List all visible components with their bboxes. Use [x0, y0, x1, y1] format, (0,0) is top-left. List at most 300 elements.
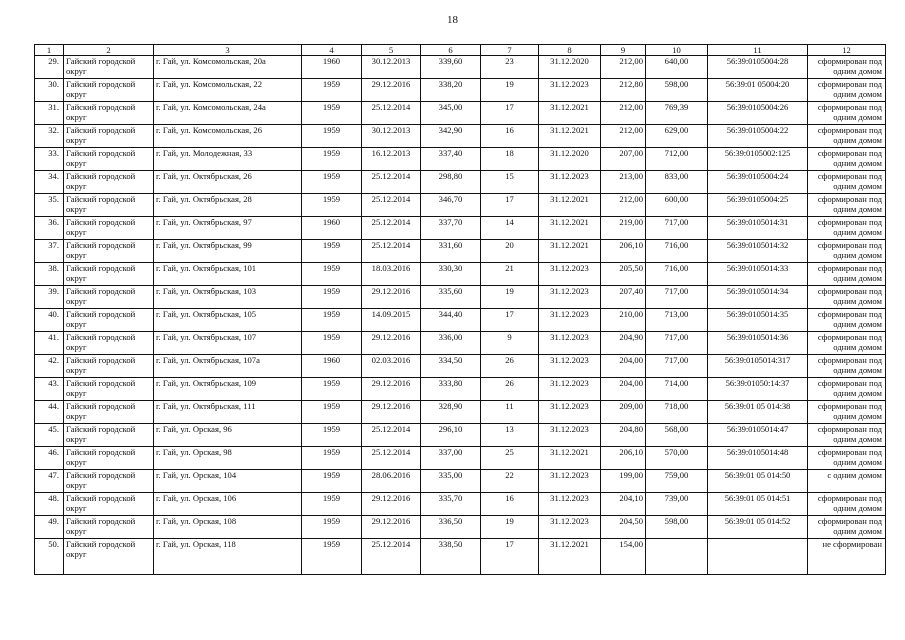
area-value-cell: 207,00 [601, 148, 646, 171]
municipality-cell: Гайский городской округ [64, 309, 154, 332]
table-row [35, 240, 886, 263]
municipality-cell: Гайский городской округ [64, 194, 154, 217]
land-area-cell: 598,00 [646, 79, 708, 102]
survey-date-cell: 29.12.2016 [362, 286, 421, 309]
year-built-cell: 1959 [302, 171, 362, 194]
land-area-cell: 718,00 [646, 401, 708, 424]
cadastral-number-cell: 56:39:0105014:48 [708, 447, 808, 470]
address-cell: г. Гай, ул. Орская, 98 [154, 447, 302, 470]
cadastral-number-cell: 56:39:0105014:33 [708, 263, 808, 286]
col-header-10: 10 [646, 45, 708, 56]
area-value-cell: 204,10 [601, 493, 646, 516]
row-number-cell: 47. [35, 470, 64, 493]
year-built-cell: 1959 [302, 332, 362, 355]
table-row [35, 194, 886, 217]
municipality-cell: Гайский городской округ [64, 171, 154, 194]
area-value-cell: 212,80 [601, 79, 646, 102]
municipality-cell: Гайский городской округ [64, 148, 154, 171]
planned-date-cell: 31.12.2021 [539, 539, 601, 575]
year-built-cell: 1959 [302, 102, 362, 125]
cadastral-number-cell: 56:39:01 05 014:51 [708, 493, 808, 516]
land-area-cell: 717,00 [646, 286, 708, 309]
area-value-cell: 212,00 [601, 125, 646, 148]
col-header-11: 11 [708, 45, 808, 56]
table-row [35, 378, 886, 401]
year-built-cell: 1959 [302, 79, 362, 102]
address-cell: г. Гай, ул. Октябрьская, 111 [154, 401, 302, 424]
address-cell: г. Гай, ул. Октябрьская, 101 [154, 263, 302, 286]
land-status-cell: не сформирован [808, 539, 886, 575]
land-area-cell: 568,00 [646, 424, 708, 447]
total-area-cell: 333,80 [421, 378, 481, 401]
planned-date-cell: 31.12.2023 [539, 263, 601, 286]
municipality-cell: Гайский городской округ [64, 125, 154, 148]
municipality-cell: Гайский городской округ [64, 493, 154, 516]
planned-date-cell: 31.12.2021 [539, 194, 601, 217]
residents-count-cell: 15 [481, 171, 539, 194]
municipality-cell: Гайский городской округ [64, 424, 154, 447]
cadastral-number-cell: 56:39:01 05004:20 [708, 79, 808, 102]
land-status-cell: сформирован под одним домом [808, 424, 886, 447]
table-row [35, 286, 886, 309]
year-built-cell: 1959 [302, 148, 362, 171]
area-value-cell: 209,00 [601, 401, 646, 424]
survey-date-cell: 25.12.2014 [362, 194, 421, 217]
planned-date-cell: 31.12.2020 [539, 148, 601, 171]
planned-date-cell: 31.12.2023 [539, 401, 601, 424]
row-number-cell: 37. [35, 240, 64, 263]
row-number-cell: 40. [35, 309, 64, 332]
survey-date-cell: 29.12.2016 [362, 332, 421, 355]
address-cell: г. Гай, ул. Комсомольская, 22 [154, 79, 302, 102]
total-area-cell: 342,90 [421, 125, 481, 148]
survey-date-cell: 25.12.2014 [362, 447, 421, 470]
area-value-cell: 204,00 [601, 378, 646, 401]
table-row [35, 470, 886, 493]
page-number: 18 [447, 14, 458, 26]
year-built-cell: 1959 [302, 470, 362, 493]
registry-body [35, 56, 886, 575]
area-value-cell: 210,00 [601, 309, 646, 332]
total-area-cell: 330,30 [421, 263, 481, 286]
land-area-cell: 739,00 [646, 493, 708, 516]
land-area-cell: 712,00 [646, 148, 708, 171]
land-area-cell [646, 539, 708, 575]
table-row [35, 539, 886, 575]
planned-date-cell: 31.12.2020 [539, 56, 601, 79]
row-number-cell: 44. [35, 401, 64, 424]
land-area-cell: 570,00 [646, 447, 708, 470]
land-status-cell: сформирован под одним домом [808, 125, 886, 148]
total-area-cell: 334,50 [421, 355, 481, 378]
land-status-cell: сформирован под одним домом [808, 79, 886, 102]
table-row [35, 332, 886, 355]
row-number-cell: 46. [35, 447, 64, 470]
address-cell: г. Гай, ул. Октябрьская, 97 [154, 217, 302, 240]
municipality-cell: Гайский городской округ [64, 286, 154, 309]
survey-date-cell: 14.09.2015 [362, 309, 421, 332]
col-header-3: 3 [154, 45, 302, 56]
land-area-cell: 713,00 [646, 309, 708, 332]
land-status-cell: сформирован под одним домом [808, 240, 886, 263]
land-status-cell: сформирован под одним домом [808, 332, 886, 355]
year-built-cell: 1959 [302, 240, 362, 263]
land-status-cell: с одним домом [808, 470, 886, 493]
land-status-cell: сформирован под одним домом [808, 217, 886, 240]
residents-count-cell: 25 [481, 447, 539, 470]
planned-date-cell: 31.12.2023 [539, 79, 601, 102]
land-status-cell: сформирован под одним домом [808, 56, 886, 79]
table-row [35, 79, 886, 102]
land-area-cell: 598,00 [646, 516, 708, 539]
table-row [35, 217, 886, 240]
col-header-9: 9 [601, 45, 646, 56]
address-cell: г. Гай, ул. Октябрьская, 107 [154, 332, 302, 355]
residents-count-cell: 21 [481, 263, 539, 286]
municipality-cell: Гайский городской округ [64, 56, 154, 79]
area-value-cell: 204,00 [601, 355, 646, 378]
planned-date-cell: 31.12.2021 [539, 217, 601, 240]
address-cell: г. Гай, ул. Октябрьская, 28 [154, 194, 302, 217]
land-status-cell: сформирован под одним домом [808, 263, 886, 286]
survey-date-cell: 16.12.2013 [362, 148, 421, 171]
area-value-cell: 204,50 [601, 516, 646, 539]
total-area-cell: 331,60 [421, 240, 481, 263]
survey-date-cell: 25.12.2014 [362, 424, 421, 447]
municipality-cell: Гайский городской округ [64, 102, 154, 125]
planned-date-cell: 31.12.2023 [539, 470, 601, 493]
cadastral-number-cell: 56:39:0105004:22 [708, 125, 808, 148]
table-row [35, 401, 886, 424]
survey-date-cell: 29.12.2016 [362, 79, 421, 102]
col-header-1: 1 [35, 45, 64, 56]
residents-count-cell: 14 [481, 217, 539, 240]
year-built-cell: 1959 [302, 286, 362, 309]
land-status-cell: сформирован под одним домом [808, 378, 886, 401]
row-number-cell: 34. [35, 171, 64, 194]
land-status-cell: сформирован под одним домом [808, 401, 886, 424]
total-area-cell: 335,60 [421, 286, 481, 309]
residents-count-cell: 13 [481, 424, 539, 447]
survey-date-cell: 29.12.2016 [362, 378, 421, 401]
row-number-cell: 42. [35, 355, 64, 378]
residents-count-cell: 17 [481, 309, 539, 332]
survey-date-cell: 25.12.2014 [362, 217, 421, 240]
survey-date-cell: 29.12.2016 [362, 516, 421, 539]
municipality-cell: Гайский городской округ [64, 516, 154, 539]
planned-date-cell: 31.12.2023 [539, 516, 601, 539]
area-value-cell: 212,00 [601, 194, 646, 217]
col-header-12: 12 [808, 45, 886, 56]
total-area-cell: 328,90 [421, 401, 481, 424]
address-cell: г. Гай, ул. Октябрьская, 26 [154, 171, 302, 194]
year-built-cell: 1959 [302, 125, 362, 148]
cadastral-number-cell: 56:39:0105014:31 [708, 217, 808, 240]
cadastral-number-cell: 56:39:01 05 014:52 [708, 516, 808, 539]
cadastral-number-cell: 56:39:0105014:34 [708, 286, 808, 309]
total-area-cell: 335,70 [421, 493, 481, 516]
residents-count-cell: 22 [481, 470, 539, 493]
land-area-cell: 717,00 [646, 217, 708, 240]
cadastral-number-cell: 56:39:0105014:36 [708, 332, 808, 355]
residents-count-cell: 20 [481, 240, 539, 263]
area-value-cell: 199,00 [601, 470, 646, 493]
row-number-cell: 35. [35, 194, 64, 217]
table-row [35, 516, 886, 539]
total-area-cell: 339,60 [421, 56, 481, 79]
col-header-7: 7 [481, 45, 539, 56]
area-value-cell: 206,10 [601, 447, 646, 470]
total-area-cell: 298,80 [421, 171, 481, 194]
area-value-cell: 205,50 [601, 263, 646, 286]
row-number-cell: 50. [35, 539, 64, 575]
table-row [35, 56, 886, 79]
survey-date-cell: 29.12.2016 [362, 401, 421, 424]
year-built-cell: 1959 [302, 539, 362, 575]
municipality-cell: Гайский городской округ [64, 539, 154, 575]
survey-date-cell: 25.12.2014 [362, 171, 421, 194]
year-built-cell: 1959 [302, 263, 362, 286]
address-cell: г. Гай, ул. Октябрьская, 103 [154, 286, 302, 309]
address-cell: г. Гай, ул. Орская, 108 [154, 516, 302, 539]
cadastral-number-cell: 56:39:0105004:25 [708, 194, 808, 217]
address-cell: г. Гай, ул. Октябрьская, 99 [154, 240, 302, 263]
land-area-cell: 769,39 [646, 102, 708, 125]
survey-date-cell: 25.12.2014 [362, 102, 421, 125]
table-row [35, 447, 886, 470]
year-built-cell: 1959 [302, 309, 362, 332]
land-status-cell: сформирован под одним домом [808, 148, 886, 171]
survey-date-cell: 25.12.2014 [362, 240, 421, 263]
total-area-cell: 296,10 [421, 424, 481, 447]
year-built-cell: 1960 [302, 56, 362, 79]
planned-date-cell: 31.12.2021 [539, 240, 601, 263]
housing-registry-table [34, 44, 886, 575]
year-built-cell: 1959 [302, 516, 362, 539]
address-cell: г. Гай, ул. Комсомольская, 20а [154, 56, 302, 79]
year-built-cell: 1959 [302, 493, 362, 516]
residents-count-cell: 16 [481, 493, 539, 516]
planned-date-cell: 31.12.2023 [539, 355, 601, 378]
residents-count-cell: 23 [481, 56, 539, 79]
survey-date-cell: 25.12.2014 [362, 539, 421, 575]
area-value-cell: 207,40 [601, 286, 646, 309]
planned-date-cell: 31.12.2023 [539, 171, 601, 194]
municipality-cell: Гайский городской округ [64, 401, 154, 424]
land-area-cell: 759,00 [646, 470, 708, 493]
row-number-cell: 30. [35, 79, 64, 102]
col-header-5: 5 [362, 45, 421, 56]
survey-date-cell: 30.12.2013 [362, 125, 421, 148]
total-area-cell: 344,40 [421, 309, 481, 332]
land-area-cell: 716,00 [646, 263, 708, 286]
address-cell: г. Гай, ул. Орская, 118 [154, 539, 302, 575]
column-number-row [35, 45, 886, 56]
municipality-cell: Гайский городской округ [64, 470, 154, 493]
table-row [35, 263, 886, 286]
residents-count-cell: 16 [481, 125, 539, 148]
cadastral-number-cell: 56:39:01050:14:37 [708, 378, 808, 401]
year-built-cell: 1959 [302, 194, 362, 217]
municipality-cell: Гайский городской округ [64, 447, 154, 470]
planned-date-cell: 31.12.2023 [539, 424, 601, 447]
planned-date-cell: 31.12.2023 [539, 378, 601, 401]
residents-count-cell: 17 [481, 102, 539, 125]
cadastral-number-cell: 56:39:0105004:26 [708, 102, 808, 125]
total-area-cell: 338,50 [421, 539, 481, 575]
address-cell: г. Гай, ул. Комсомольская, 24а [154, 102, 302, 125]
residents-count-cell: 19 [481, 79, 539, 102]
cadastral-number-cell: 56:39:01 05 014:38 [708, 401, 808, 424]
row-number-cell: 38. [35, 263, 64, 286]
area-value-cell: 154,00 [601, 539, 646, 575]
address-cell: г. Гай, ул. Октябрьская, 109 [154, 378, 302, 401]
residents-count-cell: 26 [481, 378, 539, 401]
col-header-2: 2 [64, 45, 154, 56]
survey-date-cell: 28.06.2016 [362, 470, 421, 493]
table-row [35, 493, 886, 516]
land-status-cell: сформирован под одним домом [808, 447, 886, 470]
total-area-cell: 336,50 [421, 516, 481, 539]
survey-date-cell: 29.12.2016 [362, 493, 421, 516]
row-number-cell: 33. [35, 148, 64, 171]
table-row [35, 125, 886, 148]
address-cell: г. Гай, ул. Октябрьская, 105 [154, 309, 302, 332]
table-row [35, 424, 886, 447]
row-number-cell: 48. [35, 493, 64, 516]
municipality-cell: Гайский городской округ [64, 378, 154, 401]
row-number-cell: 45. [35, 424, 64, 447]
land-status-cell: сформирован под одним домом [808, 102, 886, 125]
year-built-cell: 1959 [302, 401, 362, 424]
row-number-cell: 43. [35, 378, 64, 401]
survey-date-cell: 18.03.2016 [362, 263, 421, 286]
area-value-cell: 204,90 [601, 332, 646, 355]
total-area-cell: 345,00 [421, 102, 481, 125]
land-status-cell: сформирован под одним домом [808, 194, 886, 217]
year-built-cell: 1960 [302, 217, 362, 240]
survey-date-cell: 30.12.2013 [362, 56, 421, 79]
col-header-6: 6 [421, 45, 481, 56]
land-area-cell: 600,00 [646, 194, 708, 217]
residents-count-cell: 18 [481, 148, 539, 171]
row-number-cell: 39. [35, 286, 64, 309]
cadastral-number-cell: 56:39:01 05 014:50 [708, 470, 808, 493]
land-area-cell: 629,00 [646, 125, 708, 148]
planned-date-cell: 31.12.2021 [539, 447, 601, 470]
total-area-cell: 337,00 [421, 447, 481, 470]
row-number-cell: 31. [35, 102, 64, 125]
cadastral-number-cell: 56:39:0105014:35 [708, 309, 808, 332]
land-area-cell: 833,00 [646, 171, 708, 194]
land-area-cell: 717,00 [646, 355, 708, 378]
row-number-cell: 29. [35, 56, 64, 79]
land-area-cell: 717,00 [646, 332, 708, 355]
col-header-4: 4 [302, 45, 362, 56]
residents-count-cell: 19 [481, 286, 539, 309]
cadastral-number-cell: 56:39:0105002:125 [708, 148, 808, 171]
residents-count-cell: 9 [481, 332, 539, 355]
municipality-cell: Гайский городской округ [64, 240, 154, 263]
land-area-cell: 640,00 [646, 56, 708, 79]
cadastral-number-cell: 56:39:0105014:47 [708, 424, 808, 447]
total-area-cell: 337,70 [421, 217, 481, 240]
total-area-cell: 335,00 [421, 470, 481, 493]
cadastral-number-cell [708, 539, 808, 575]
planned-date-cell: 31.12.2021 [539, 102, 601, 125]
residents-count-cell: 17 [481, 539, 539, 575]
table-row [35, 355, 886, 378]
area-value-cell: 204,80 [601, 424, 646, 447]
total-area-cell: 337,40 [421, 148, 481, 171]
area-value-cell: 206,10 [601, 240, 646, 263]
table-row [35, 171, 886, 194]
address-cell: г. Гай, ул. Орская, 96 [154, 424, 302, 447]
table-row [35, 102, 886, 125]
address-cell: г. Гай, ул. Орская, 106 [154, 493, 302, 516]
cadastral-number-cell: 56:39:0105014:32 [708, 240, 808, 263]
residents-count-cell: 17 [481, 194, 539, 217]
year-built-cell: 1960 [302, 355, 362, 378]
row-number-cell: 41. [35, 332, 64, 355]
area-value-cell: 212,00 [601, 56, 646, 79]
row-number-cell: 49. [35, 516, 64, 539]
planned-date-cell: 31.12.2021 [539, 125, 601, 148]
municipality-cell: Гайский городской округ [64, 355, 154, 378]
planned-date-cell: 31.12.2023 [539, 493, 601, 516]
land-status-cell: сформирован под одним домом [808, 516, 886, 539]
table-row [35, 309, 886, 332]
municipality-cell: Гайский городской округ [64, 217, 154, 240]
year-built-cell: 1959 [302, 424, 362, 447]
land-status-cell: сформирован под одним домом [808, 286, 886, 309]
residents-count-cell: 11 [481, 401, 539, 424]
land-status-cell: сформирован под одним домом [808, 171, 886, 194]
address-cell: г. Гай, ул. Орская, 104 [154, 470, 302, 493]
planned-date-cell: 31.12.2023 [539, 286, 601, 309]
municipality-cell: Гайский городской округ [64, 263, 154, 286]
land-status-cell: сформирован под одним домом [808, 355, 886, 378]
col-header-8: 8 [539, 45, 601, 56]
total-area-cell: 346,70 [421, 194, 481, 217]
planned-date-cell: 31.12.2023 [539, 309, 601, 332]
land-status-cell: сформирован под одним домом [808, 493, 886, 516]
area-value-cell: 212,00 [601, 102, 646, 125]
address-cell: г. Гай, ул. Комсомольская, 26 [154, 125, 302, 148]
year-built-cell: 1959 [302, 447, 362, 470]
total-area-cell: 338,20 [421, 79, 481, 102]
row-number-cell: 36. [35, 217, 64, 240]
cadastral-number-cell: 56:39:0105004:24 [708, 171, 808, 194]
planned-date-cell: 31.12.2023 [539, 332, 601, 355]
cadastral-number-cell: 56:39:0105004:28 [708, 56, 808, 79]
address-cell: г. Гай, ул. Молодежная, 33 [154, 148, 302, 171]
land-area-cell: 714,00 [646, 378, 708, 401]
table-row [35, 148, 886, 171]
municipality-cell: Гайский городской округ [64, 79, 154, 102]
year-built-cell: 1959 [302, 378, 362, 401]
row-number-cell: 32. [35, 125, 64, 148]
area-value-cell: 219,00 [601, 217, 646, 240]
cadastral-number-cell: 56:39:0105014:317 [708, 355, 808, 378]
address-cell: г. Гай, ул. Октябрьская, 107а [154, 355, 302, 378]
residents-count-cell: 19 [481, 516, 539, 539]
land-status-cell: сформирован под одним домом [808, 309, 886, 332]
land-area-cell: 716,00 [646, 240, 708, 263]
survey-date-cell: 02.03.2016 [362, 355, 421, 378]
area-value-cell: 213,00 [601, 171, 646, 194]
total-area-cell: 336,00 [421, 332, 481, 355]
